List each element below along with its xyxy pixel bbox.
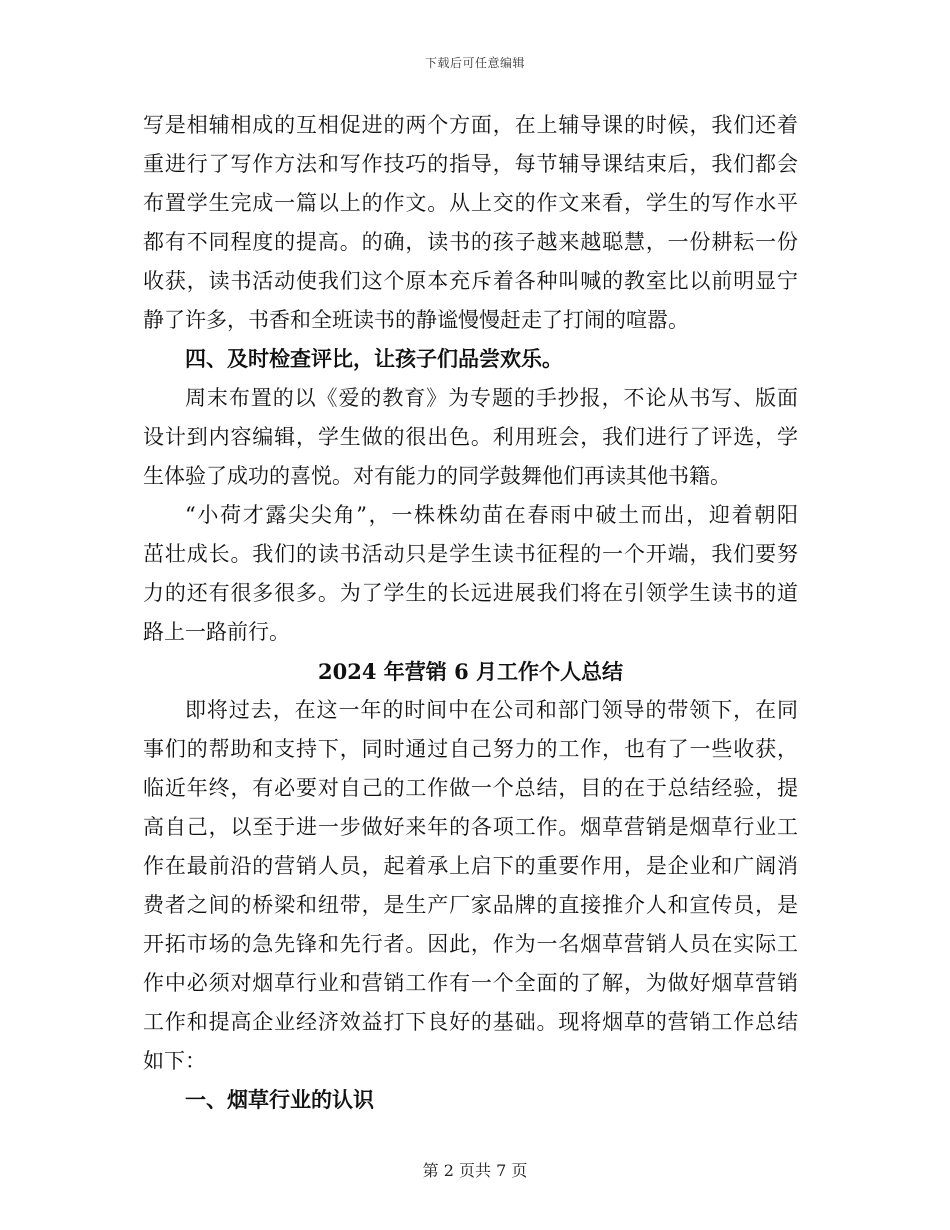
paragraph-line: 开拓市场的急先锋和先行者。因此，作为一名烟草营销人员在实际工 [143,932,798,956]
paragraph-line: 费者之间的桥梁和纽带，是生产厂家品牌的直接推介人和宣传员，是 [143,893,798,917]
paragraph-line: 事们的帮助和支持下，同时通过自己努力的工作，也有了一些收获， [143,737,798,761]
section-heading: 四、及时检查评比，让孩子们品尝欢乐。 [185,347,563,371]
paragraph-line: 工作和提高企业经济效益打下良好的基础。现将烟草的营销工作总结 [143,1010,798,1034]
paragraph-line: 作在最前沿的营销人员，起着承上启下的重要作用，是企业和广阔消 [143,854,798,878]
paragraph-line: 静了许多，书香和全班读书的静谧慢慢赶走了打闹的喧嚣。 [143,308,689,332]
paragraph-line: 路上一路前行。 [143,620,290,644]
paragraph-line: 布置学生完成一篇以上的作文。从上交的作文来看，学生的写作水平 [143,191,798,215]
page-number: 第 2 页共 7 页 [422,1161,528,1180]
paragraph-line: 即将过去，在这一年的时间中在公司和部门领导的带领下，在同 [185,698,798,722]
paragraph-line: 周末布置的以《爱的教育》为专题的手抄报，不论从书写、版面 [185,386,798,410]
paragraph-line: 设计到内容编辑，学生做的很出色。利用班会，我们进行了评选，学 [143,425,798,449]
paragraph-line: 都有不同程度的提高。的确，读书的孩子越来越聪慧，一份耕耘一份 [143,230,798,254]
document-title: 2024 年营销 6 月工作个人总结 [318,659,623,684]
document-body [143,106,798,1120]
paragraph-line: “小荷才露尖尖角”，一株株幼苗在春雨中破土而出，迎着朝阳 [185,503,798,527]
paragraph-line: 茁壮成长。我们的读书活动只是学生读书征程的一个开端，我们要努 [143,542,798,566]
paragraph-line: 写是相辅相成的互相促进的两个方面，在上辅导课的时候，我们还着 [143,113,798,137]
section-heading: 一、烟草行业的认识 [185,1088,374,1112]
paragraph-line: 临近年终，有必要对自己的工作做一个总结，目的在于总结经验，提 [143,776,798,800]
paragraph-line: 力的还有很多很多。为了学生的长远进展我们将在引领学生读书的道 [143,581,798,605]
header-note: 下载后可任意编辑 [424,56,525,70]
paragraph-line: 重进行了写作方法和写作技巧的指导，每节辅导课结束后，我们都会 [143,152,798,176]
paragraph-line: 如下： [143,1049,206,1073]
paragraph-line: 收获，读书活动使我们这个原本充斥着各种叫喊的教室比以前明显宁 [143,269,798,293]
paragraph-line: 生体验了成功的喜悦。对有能力的同学鼓舞他们再读其他书籍。 [143,464,731,488]
paragraph-line: 作中必须对烟草行业和营销工作有一个全面的了解，为做好烟草营销 [143,971,798,995]
paragraph-line: 高自己，以至于进一步做好来年的各项工作。烟草营销是烟草行业工 [143,815,798,839]
